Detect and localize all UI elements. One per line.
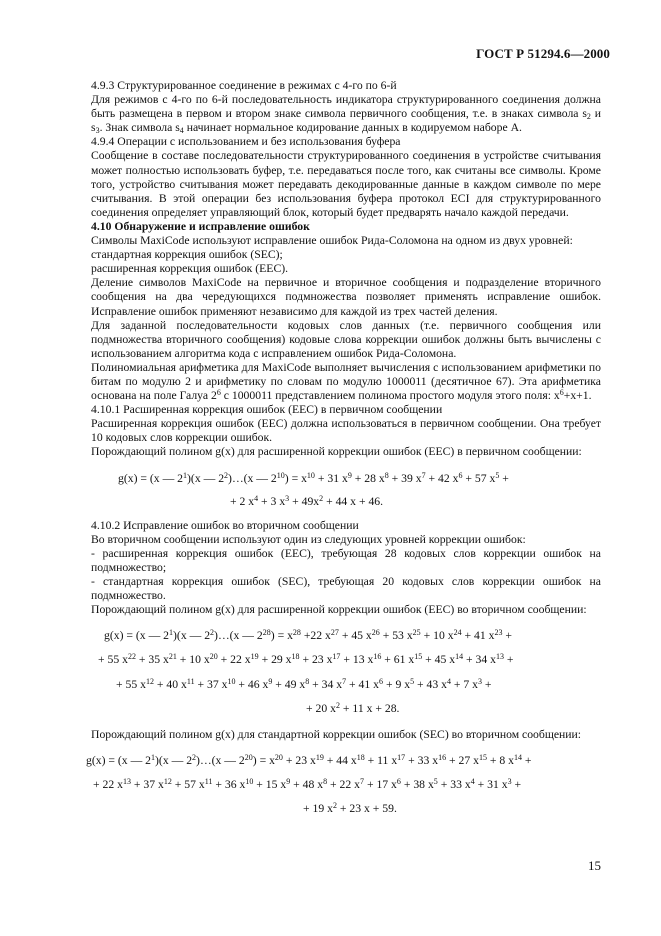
subscript: 3 xyxy=(95,126,100,136)
text-run: с 1000011 представлением полинома простого модуля этого поля: x xyxy=(220,389,560,403)
section-4-10-2-intro: Во вторичном сообщении используют один из следующих уровней коррекции ошибок: xyxy=(91,532,526,546)
section-4-10-2-poly-sec-intro: Порождающий полином g(x) для стандартной коррекции ошибок (SEC) во вторичном сообщении: xyxy=(91,727,582,741)
section-4-10-2-poly-eec-intro: Порождающий полином g(x) для расширенной коррекции ошибок (EEC) во вторичном сообщении: xyxy=(91,603,587,617)
formula-eec-primary-line-1: g(x) = (x — $2^1)(x$ — $2^2)\dots(x$ — $2^{10}) = x^{10} + 31$ $x^9 + 28$ $x^8 + 39$ $x^7 + 42$ $x^6 + 57$ $x^5$ + xyxy=(118,470,509,485)
list-item-sec: стандартная коррекция ошибок (SEC); xyxy=(91,248,283,262)
section-4-10-1-poly-intro: Порождающий полином g(x) для расширенной коррекции ошибок (EEC) в первичном сообщении: xyxy=(91,445,582,459)
text-run: и s xyxy=(91,107,601,135)
section-4-10-arithmetic xyxy=(91,361,601,403)
subscript: 4 xyxy=(179,126,184,136)
formula-sec-secondary-line-1: g(x) = (x — $2^1)(x$ — $2^2)\dots(x$ — $2^{20}) = x^{20} + 23$ $x^{19} + 44$ $x^{18} + 11$ $x^{17} + 33$ $x^{16} + 27$ $x^{15} + 8$ $x^{14}$ + xyxy=(86,752,532,767)
text-run: Полиномиальная арифметика для MaxiCode выполняет вычисления с использованием арифметики по битам по модулю 2 и арифметику по словам по модулю 1000011 (десятичное 67). Эта арифметика основана на поле Галуа 2 xyxy=(91,360,601,403)
standard-designation: ГОСТ Р 51294.6—2000 xyxy=(476,46,610,61)
section-4-10-intro: Символы MaxiCode используют исправление ошибок Рида-Соломона на одном из двух уровней: xyxy=(91,234,573,248)
list-item-eec: расширенная коррекция ошибок (EEC). xyxy=(91,262,289,276)
text-run: Для режимов с 4-го по 6-й последовательность индикатора структурированного соединения должна быть размещена в первом и втором знаке символа первичного сообщения, т.е. в знаках символа s xyxy=(91,93,601,121)
formula-sec-secondary-line-3: + 19 $x^2 + 23$ x + 59. xyxy=(303,801,397,816)
text-run: +x+1. xyxy=(563,389,592,403)
text-run: . Знак символа s xyxy=(99,121,180,135)
section-4-9-3-title: 4.9.3 Структурированное соединение в режимах с 4-го по 6-й xyxy=(91,79,397,92)
section-4-10-1-title: 4.10.1 Расширенная коррекция ошибок (EEC) в первичном сообщении xyxy=(91,403,443,417)
section-4-9-3-text xyxy=(91,93,601,135)
formula-eec-secondary-line-2: + 55 $x^{22} + 35$ $x^{21} + 10$ $x^{20} + 22$ $x^{19} + 29$ $x^{18} + 23$ $x^{17} + 13$ $x^{16} + 61$ $x^{15} + 45$ $x^{14} + 34$ $x^{13}$ + xyxy=(98,652,514,667)
formula-eec-primary-line-2: + 2 $x^4 + 3$ $x^3 + 49x^2 + 44$ x + 46. xyxy=(230,493,384,508)
section-4-10-1-text: Расширенная коррекция ошибок (EEC) должна использоваться в первичном сообщении. Она требует 10 кодовых слов коррекции ошибок. xyxy=(91,417,601,445)
section-4-10-title: 4.10 Обнаружение и исправление ошибок xyxy=(91,219,310,233)
section-4-10-split: Деление символов MaxiCode на первичное и вторичное сообщения и подразделение вторичного сообщения на два чередующихся подмножества позволяет применять исправление ошибок. Исправление ошибок применяют независимо для каждой из трех частей деления. xyxy=(91,276,601,318)
formula-eec-secondary-line-3: + 55 $x^{12} + 40$ $x^{11} + 37$ $x^{10} + 46$ $x^9 + 49$ $x^8 + 34$ $x^7 + 41$ $x^6 + 9$ $x^5 + 43$ $x^4 + 7$ $x^3$ + xyxy=(116,676,492,691)
section-4-9-4-title: 4.9.4 Операции с использованием и без использования буфера xyxy=(91,135,401,149)
formula-eec-secondary-line-4: + 20 $x^2 + 11$ x + 28. xyxy=(306,700,400,715)
section-4-9-4-text: Сообщение в составе последовательности структурированного соединения в устройстве считывания может полностью использовать буфер, т.е. передаваться после того, как считаны все символы. Кроме того, устройство считывания может передавать декодированные данные в каждом символе по мере считывания. В этой операции без использования буфера протокол ECI для структурированного соединения определяет управляющий блок, который будет предварять начало каждой передачи. xyxy=(91,149,601,219)
subscript: 2 xyxy=(586,112,591,122)
page-number: 15 xyxy=(588,858,601,873)
list-item-sec-secondary: - стандартная коррекция ошибок (SEC), требующая 20 кодовых слов коррекции ошибок на подмножество. xyxy=(91,575,601,603)
page-body xyxy=(86,79,601,816)
superscript: 6 xyxy=(216,388,221,398)
text-run: начинает нормальное кодирование данных в кодируемом наборе A. xyxy=(183,121,522,135)
formula-eec-secondary-line-1: g(x) = (x — $2^1)(x$ — $2^2)\dots(x$ — $2^{28}) = x^{28} +22$ $x^{27} + 45$ $x^{26} + 53$ $x^{25} + 10$ $x^{24} + 41$ $x^{23}$ + xyxy=(104,628,512,643)
list-item-eec-secondary: - расширенная коррекция ошибок (EEC), требующая 28 кодовых слов коррекции ошибок на подмножество; xyxy=(91,546,601,574)
section-4-10-sequence: Для заданной последовательности кодовых слов данных (т.е. первичного сообщения или подмножества вторичного сообщения) кодовые слова коррекции ошибок должны быть вычислены с использованием алгоритма кода с исправлением ошибок Рида-Соломона. xyxy=(91,318,601,360)
superscript: 6 xyxy=(559,388,564,398)
formula-sec-secondary-line-2: + 22 $x^{13} + 37$ $x^{12} + 57$ $x^{11} + 36$ $x^{10} + 15$ $x^9 + 48$ $x^8 + 22$ $x^7 + 17$ $x^6 + 38$ $x^5 + 33$ $x^4 + 31$ $x^3$ + xyxy=(93,776,522,791)
section-4-10-2-title: 4.10.2 Исправление ошибок во вторичном сообщении xyxy=(91,518,359,532)
